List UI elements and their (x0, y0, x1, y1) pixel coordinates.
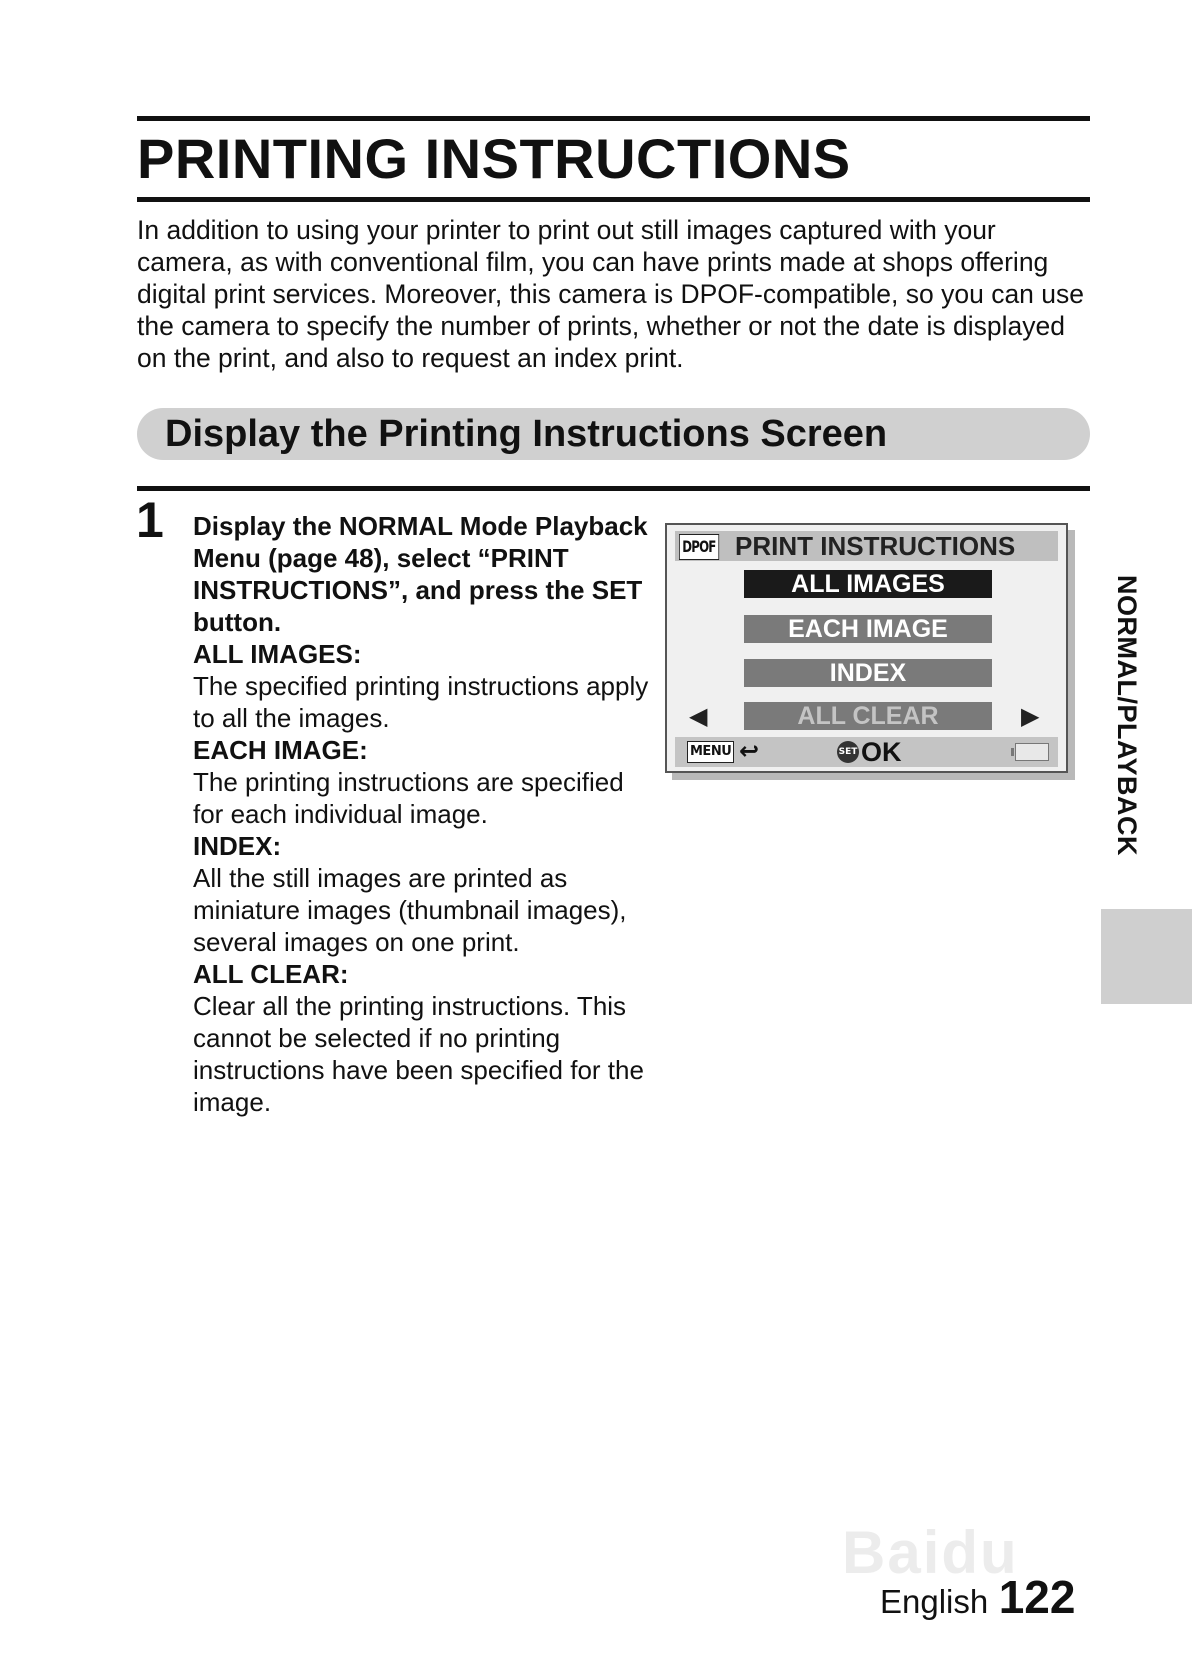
section-title: Display the Printing Instructions Screen (165, 413, 888, 455)
side-tab-block (1101, 909, 1192, 1004)
screen-header (675, 531, 1058, 561)
page-footer (880, 1572, 1075, 1627)
option-label-all-images: ALL IMAGES: (193, 639, 362, 669)
title-rule (137, 197, 1090, 202)
ok-label: OK (861, 737, 902, 767)
option-desc-index: All the still images are printed as miniature images (thumbnail images), several images on one print. (193, 863, 627, 957)
option-desc-each-image: The printing instructions are specified for each individual image. (193, 767, 624, 829)
menu-item-each-image[interactable]: EACH IMAGE (744, 615, 992, 643)
top-rule (137, 116, 1090, 121)
option-desc-all-images: The specified printing instructions apply to all the images. (193, 671, 649, 733)
page-title: PRINTING INSTRUCTIONS (137, 127, 851, 190)
footer-language: English (880, 1583, 989, 1620)
step-body (193, 510, 653, 1118)
option-label-index: INDEX: (193, 831, 282, 861)
dpof-icon: DPOF (679, 534, 719, 560)
menu-icon: MENU (687, 741, 734, 763)
option-label-all-clear: ALL CLEAR: (193, 959, 349, 989)
battery-icon (1015, 743, 1049, 761)
option-desc-all-clear: Clear all the printing instructions. This cannot be selected if no printing instructions have been specified for the image. (193, 991, 644, 1117)
arrow-right-icon: ▶ (1021, 703, 1040, 730)
camera-screen (665, 523, 1068, 773)
step-heading: Display the NORMAL Mode Playback Menu (page 48), select “PRINT INSTRUCTIONS”, and press the SET button. (193, 511, 648, 637)
menu-item-index[interactable]: INDEX (744, 659, 992, 687)
screen-footer (675, 737, 1058, 767)
return-icon: ↩ (739, 738, 760, 765)
step-number: 1 (136, 492, 164, 548)
watermark: Baidu (842, 1519, 1019, 1586)
screen-title: PRINT INSTRUCTIONS (735, 531, 1016, 561)
page-number: 122 (998, 1571, 1076, 1623)
menu-item-all-clear[interactable]: ALL CLEAR (744, 702, 992, 730)
section-rule (137, 486, 1090, 491)
side-tab-label: NORMAL/PLAYBACK (1112, 575, 1142, 857)
menu-item-all-images[interactable]: ALL IMAGES (744, 570, 992, 598)
arrow-left-icon: ◀ (689, 703, 708, 730)
intro-paragraph: In addition to using your printer to print out still images captured with your camera, as with conventional film, you can have prints made at shops offering digital print services. Moreover, this camera is DPOF-compatible, so you can use the camera to specify the number of prints, whether or not the date is displayed on the print, and also to request an index print. (137, 215, 1085, 373)
option-label-each-image: EACH IMAGE: (193, 735, 368, 765)
set-icon: SET (837, 741, 859, 763)
section-header (137, 408, 1090, 460)
